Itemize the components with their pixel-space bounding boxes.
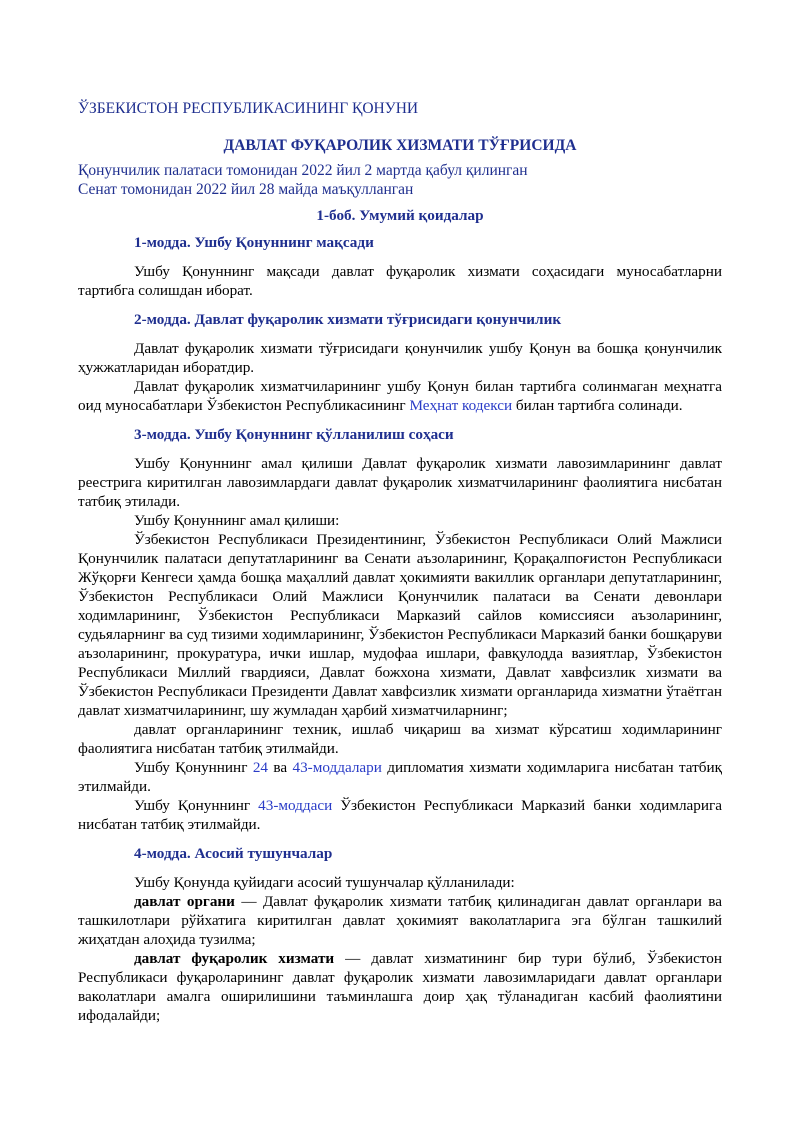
definition-state-body — [78, 892, 722, 949]
article-3-paragraph-6 — [78, 796, 722, 834]
definition-civil-service — [78, 949, 722, 1025]
article-1-heading: 1-модда. Ушбу Қонуннинг мақсади — [134, 234, 374, 251]
document-body — [78, 233, 722, 1025]
article-4-heading: 4-модда. Асосий тушунчалар — [134, 845, 333, 862]
paragraph-text: дипломатия хизмати ходимларига нисбатан татбиқ этилмайди. — [78, 759, 723, 795]
article-1-paragraph: Ушбу Қонуннинг мақсади давлат фуқаролик хизмати соҳасидаги муносабатларни тартибга солишдан иборат. — [78, 263, 722, 299]
labor-code-link[interactable]: Меҳнат кодекси — [409, 397, 513, 414]
article-3-paragraph-2: Ушбу Қонуннинг амал қилиши: — [134, 512, 340, 529]
article-3-heading: 3-модда. Ушбу Қонуннинг қўлланилиш соҳаси — [134, 426, 454, 443]
document-title: ДАВЛАТ ФУҚАРОЛИК ХИЗМАТИ ТЎҒРИСИДА — [223, 137, 577, 154]
chapter-title: 1-боб. Умумий қоидалар — [316, 207, 484, 224]
article-3-paragraph-5 — [78, 758, 722, 796]
law-label: ЎЗБЕКИСТОН РЕСПУБЛИКАСИНИНГ ҚОНУНИ — [78, 100, 419, 117]
paragraph-text: Ушбу Қонуннинг — [134, 759, 253, 776]
paragraph-text: Ушбу Қонуннинг — [134, 797, 259, 814]
article-3-paragraph-4: давлат органларининг техник, ишлаб чиқариш ва хизмат кўрсатиш ходимларининг фаолиятига нисбатан татбиқ этилмайди. — [78, 721, 722, 757]
definition-text: — давлат хизматининг бир тури бўлиб, Ўзбекистон Республикаси фуқароларининг давлат фуқаролик хизмати лавозимларидаги давлат органлари ваколатлари амалга оширилишини таъминлашга доир ҳақ тўланадиган касбий фаолиятини ифодалайди; — [78, 950, 722, 1024]
term-civil-service: давлат фуқаролик хизмати — [134, 950, 335, 967]
article-43-link-2[interactable]: 43-моддаси — [258, 797, 333, 814]
paragraph-text: билан тартибга солинади. — [512, 397, 683, 414]
article-2-paragraph-2 — [78, 377, 722, 415]
article-43-link[interactable]: 43-моддалари — [292, 759, 382, 776]
paragraph-text: Ўзбекистон Республикаси Марказий банки ходимларига нисбатан татбиқ этилмайди. — [78, 797, 722, 833]
definition-text: — Давлат фуқаролик хизмати татбиқ қилинадиган давлат органлари ва ташкилотлари рўйхатига киритилган давлат ҳокимият ваколатларига эга бўлган ташкилий жиҳатдан алоҳида тузилма; — [78, 893, 723, 948]
article-3-paragraph-1: Ушбу Қонуннинг амал қилиши Давлат фуқаролик хизмати лавозимларининг давлат реестрига киритилган лавозимлардаги давлат фуқаролик хизматчиларининг фаолиятига нисбатан татбиқ этилади. — [78, 455, 722, 510]
article-2-paragraph-1: Давлат фуқаролик хизмати тўғрисидаги қонунчилик ушбу Қонун ва бошқа қонунчилик ҳужжатларидан иборатдир. — [78, 340, 722, 376]
article-3-paragraph-3: Ўзбекистон Республикаси Президентининг, Ўзбекистон Республикаси Олий Мажлиси Қонунчилик палатаси депутатларининг ва Сенати аъзоларининг, Қорақалпоғистон Республикаси Жўқорғи Кенгеси ҳамда бошқа маҳаллий давлат ҳокимияти вакиллик органлари депутатларининг, Ўзбекистон Республикаси Олий Мажлиси Қонунчилик палатаси ва Сенати девонлари ходимларининг, Ўзбекистон Республикаси Марказий сайлов комиссияси аъзоларининг, судьяларнинг ва суд тизими ходимларининг, Ўзбекистон Республикаси Марказий банки бошқаруви аъзоларининг, прокуратура, ички ишлар, мудофаа ишлари, фавқулодда вазиятлар, Ўзбекистон Республикаси Миллий гвардияси, Давлат божхона хизмати, Давлат хавфсизлик хизмати ва Ўзбекистон Республикаси Президенти Давлат хавфсизлик хизмати органларида хизматни ўтаётган давлат хизматчиларининг, шу жумладан ҳарбий хизматчиларнинг; — [78, 531, 722, 719]
article-24-link[interactable]: 24 — [252, 759, 268, 776]
paragraph-text: ва — [268, 759, 293, 776]
article-2-heading: 2-модда. Давлат фуқаролик хизмати тўғрисидаги қонунчилик — [134, 311, 562, 328]
adoption-line-senate: Сенат томонидан 2022 йил 28 майда маъқулланган — [78, 181, 414, 198]
adoption-info — [78, 161, 528, 199]
paragraph-text: Давлат фуқаролик хизматчиларининг ушбу Қонун билан тартибга солинмаган меҳнатга оид муносабатлари Ўзбекистон Республикасининг — [78, 378, 722, 414]
adoption-line-parliament: Қонунчилик палатаси томонидан 2022 йил 2 мартда қабул қилинган — [78, 162, 528, 179]
article-4-paragraph-1: Ушбу Қонунда қуйидаги асосий тушунчалар қўлланилади: — [134, 874, 515, 891]
term-state-body: давлат органи — [134, 893, 235, 910]
